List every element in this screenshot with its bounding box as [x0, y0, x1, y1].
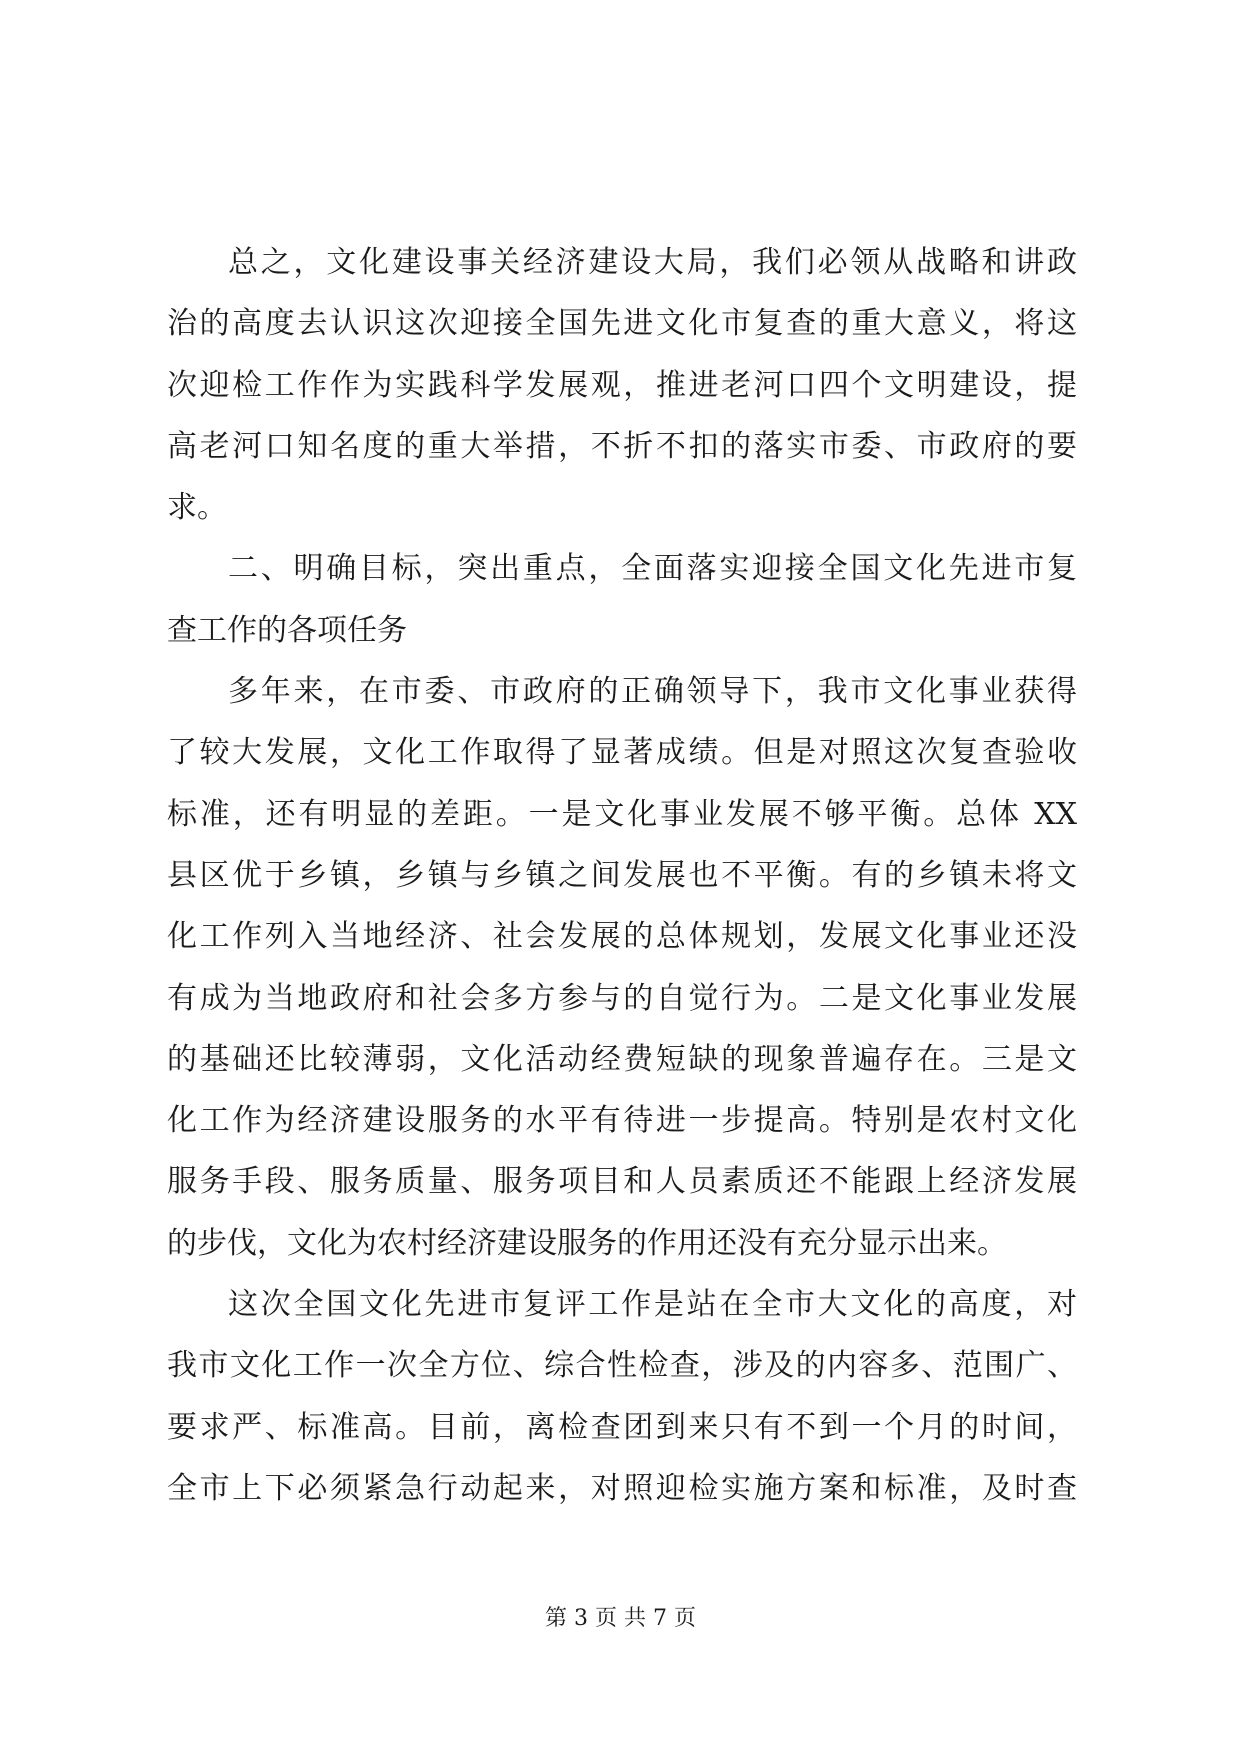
text-line: 次迎检工作作为实践科学发展观，推进老河口四个文明建设，提 [167, 367, 1077, 403]
text-line: 了较大发展，文化工作取得了显著成绩。但是对照这次复查验收 [167, 735, 1077, 771]
text-line: 高老河口知名度的重大举措，不折不扣的落实市委、市政府的要 [167, 428, 1077, 464]
text-line: 总之，文化建设事关经济建设大局，我们必领从战略和讲政 [228, 245, 1077, 280]
text-line: 化工作列入当地经济、社会发展的总体规划，发展文化事业还没 [167, 919, 1077, 955]
text-line: 全市上下必须紧急行动起来，对照迎检实施方案和标准，及时查 [167, 1470, 1077, 1506]
text-line: 治的高度去认识这次迎接全国先进文化市复查的重大意义，将这 [167, 306, 1077, 342]
text-line: 我市文化工作一次全方位、综合性检查，涉及的内容多、范围广、 [167, 1348, 1077, 1384]
text-line: 二、明确目标，突出重点，全面落实迎接全国文化先进市复 [228, 551, 1077, 587]
paragraph [167, 661, 1077, 1274]
text-line: 县区优于乡镇，乡镇与乡镇之间发展也不平衡。有的乡镇未将文 [167, 857, 1077, 893]
text-line: 要求严、标准高。目前，离检查团到来只有不到一个月的时间， [167, 1409, 1077, 1445]
text-line: 多年来，在市委、市政府的正确领导下，我市文化事业获得 [228, 674, 1077, 710]
text-line: 有成为当地政府和社会多方参与的自觉行为。二是文化事业发展 [167, 980, 1077, 1016]
text-line: 的基础还比较薄弱，文化活动经费短缺的现象普遍存在。三是文 [167, 1041, 1077, 1077]
text-line: 的步伐，文化为农村经济建设服务的作用还没有充分显示出来。 [167, 1225, 1007, 1261]
text-line: 标准，还有明显的差距。一是文化事业发展不够平衡。总体 XX [167, 796, 1077, 832]
paragraph [167, 232, 1077, 538]
paragraph [167, 538, 1077, 661]
text-line: 化工作为经济建设服务的水平有待进一步提高。特别是农村文化 [167, 1103, 1077, 1139]
text-line: 服务手段、服务质量、服务项目和人员素质还不能跟上经济发展 [167, 1164, 1077, 1200]
text-line: 求。 [167, 490, 227, 526]
page-footer: 第 3 页 共 7 页 [545, 1606, 696, 1631]
text-line: 这次全国文化先进市复评工作是站在全市大文化的高度，对 [228, 1287, 1077, 1323]
text-line: 查工作的各项任务 [167, 612, 407, 648]
document-body [167, 232, 1077, 1519]
paragraph [167, 1274, 1077, 1519]
